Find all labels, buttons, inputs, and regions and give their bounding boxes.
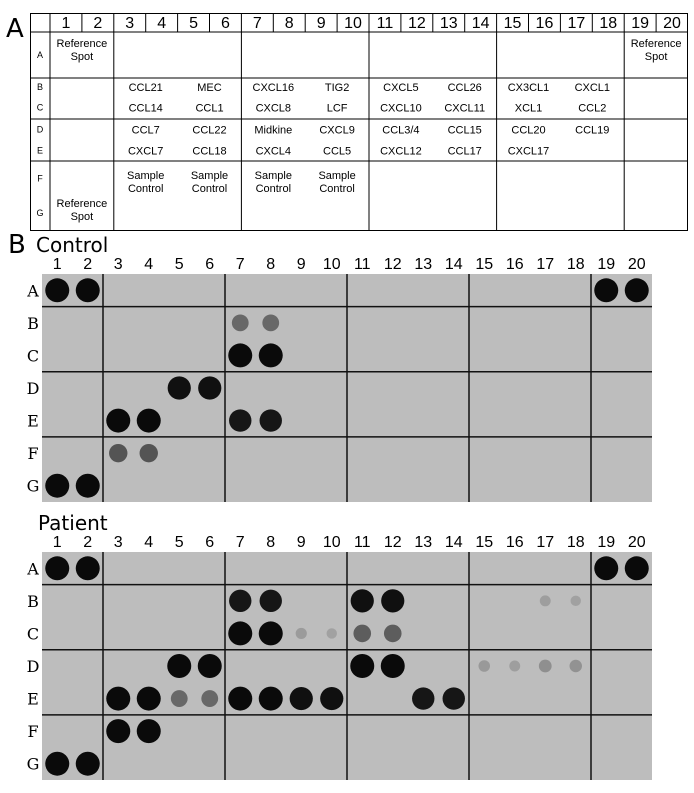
spot-A2 xyxy=(76,278,100,302)
spot-A1 xyxy=(45,278,69,302)
blot-row-letter: B xyxy=(27,313,39,333)
blot-row-letter: F xyxy=(27,722,39,742)
spot-C8 xyxy=(259,343,283,367)
panel-a-label: A xyxy=(6,14,24,44)
spot-A19 xyxy=(594,556,618,580)
blot-column-number: 18 xyxy=(566,534,585,551)
blot-row-letter: A xyxy=(27,559,39,579)
blot-column-number: 12 xyxy=(383,534,402,551)
spot-B7 xyxy=(232,314,249,331)
column-number: 5 xyxy=(189,15,199,32)
spot-E5 xyxy=(171,690,188,707)
blot-column-number: 16 xyxy=(505,534,524,551)
panel-b-label: B xyxy=(8,230,26,260)
blot-column-number: 4 xyxy=(144,534,154,551)
antibody-label: CCL19 xyxy=(575,124,610,137)
reference-spot-label: Reference xyxy=(630,38,682,50)
column-number: 20 xyxy=(663,15,681,32)
blot-column-number: 17 xyxy=(536,534,555,551)
spot-A20 xyxy=(625,556,649,580)
spot-G1 xyxy=(45,752,69,776)
table-border xyxy=(31,14,688,231)
spot-D6 xyxy=(198,376,221,399)
control-blot xyxy=(0,252,694,504)
blot-column-number: 20 xyxy=(627,256,646,273)
blot-column-number: 7 xyxy=(235,534,245,551)
blot-column-number: 15 xyxy=(475,256,494,273)
antibody-label: CXCL12 xyxy=(380,145,422,158)
spot-D6 xyxy=(198,654,222,678)
column-number: 3 xyxy=(125,15,135,32)
sample-control-label: Control xyxy=(127,183,164,195)
sample-control-label: Control xyxy=(319,183,355,195)
blot-column-number: 12 xyxy=(383,256,402,273)
column-number: 10 xyxy=(344,15,362,32)
antibody-label: CX3CL1 xyxy=(507,82,550,94)
blot-column-number: 3 xyxy=(113,534,123,551)
array-map-table xyxy=(30,13,688,231)
antibody-label: LCF xyxy=(326,102,348,115)
reference-spot-label: Reference xyxy=(56,38,108,50)
blot-column-number: 10 xyxy=(322,534,341,551)
blot-column-number: 8 xyxy=(266,534,276,551)
blot-column-number: 7 xyxy=(235,256,245,273)
spot-B8 xyxy=(260,590,282,612)
spot-E4 xyxy=(137,687,161,711)
sample-control-label: Sample xyxy=(318,170,356,182)
blot-column-number: 2 xyxy=(83,256,93,273)
spot-E7 xyxy=(228,687,252,711)
column-number: 8 xyxy=(284,15,294,32)
row-letter: B xyxy=(36,82,44,92)
blot-column-number: 11 xyxy=(353,256,371,273)
spot-C10 xyxy=(327,628,337,638)
blot-column-number: 14 xyxy=(444,256,463,273)
sample-control-label: Sample xyxy=(254,170,292,182)
antibody-label: CXCL8 xyxy=(255,102,292,115)
spot-B7 xyxy=(229,590,251,612)
column-number: 7 xyxy=(252,15,262,32)
blot-column-number: 15 xyxy=(475,534,494,551)
antibody-label: TIG2 xyxy=(324,82,350,94)
column-number: 4 xyxy=(157,15,167,32)
antibody-label: CXCL17 xyxy=(507,145,550,158)
blot-column-number: 8 xyxy=(266,256,276,273)
antibody-label: CCL18 xyxy=(192,145,227,158)
spot-E13 xyxy=(412,687,434,709)
antibody-label: CCL14 xyxy=(128,102,163,115)
spot-D5 xyxy=(167,654,191,678)
control-blot-title: Control xyxy=(36,233,109,257)
column-number: 6 xyxy=(220,15,230,32)
column-number: 9 xyxy=(316,15,326,32)
blot-row-letter: G xyxy=(26,476,40,496)
antibody-label: CXCL10 xyxy=(380,102,422,115)
antibody-label: CXCL16 xyxy=(252,82,295,94)
spot-F3 xyxy=(109,444,127,462)
blot-column-number: 6 xyxy=(205,256,215,273)
blot-column-number: 10 xyxy=(322,256,341,273)
spot-G1 xyxy=(45,474,69,498)
row-letter: E xyxy=(36,145,44,156)
reference-spot-label: Spot xyxy=(70,211,94,223)
antibody-label: CCL26 xyxy=(447,82,482,94)
sample-control-label: Control xyxy=(191,183,228,195)
spot-B8 xyxy=(262,314,279,331)
column-number: 18 xyxy=(599,15,618,32)
antibody-label: CCL7 xyxy=(131,124,160,137)
spot-C7 xyxy=(228,343,252,367)
antibody-label: CCL17 xyxy=(447,145,482,158)
spot-B17 xyxy=(540,595,551,606)
spot-E7 xyxy=(229,409,251,431)
antibody-label: XCL1 xyxy=(514,102,543,115)
blot-column-number: 2 xyxy=(83,534,93,551)
spot-D15 xyxy=(478,660,490,672)
blot-column-number: 19 xyxy=(597,534,616,551)
row-letter: G xyxy=(36,208,44,218)
blot-row-letter: D xyxy=(26,657,40,676)
antibody-label: CCL5 xyxy=(323,145,352,158)
blot-column-number: 4 xyxy=(144,256,154,273)
spot-F3 xyxy=(106,719,130,743)
spot-D17 xyxy=(539,660,552,673)
blot-column-number: 3 xyxy=(113,256,123,273)
spot-E10 xyxy=(320,687,343,710)
antibody-label: CCL3/4 xyxy=(382,124,420,137)
blot-row-letter: C xyxy=(26,624,40,644)
spot-D12 xyxy=(381,654,405,678)
antibody-label: CCL15 xyxy=(447,124,482,137)
row-letter: C xyxy=(36,102,44,113)
column-number: 17 xyxy=(567,15,586,32)
blot-column-number: 16 xyxy=(505,256,524,273)
column-number: 2 xyxy=(93,15,103,32)
column-number: 1 xyxy=(61,15,71,32)
antibody-label: CCL1 xyxy=(195,102,224,115)
blot-column-number: 6 xyxy=(205,534,215,551)
spot-B12 xyxy=(381,589,404,612)
spot-A19 xyxy=(594,278,618,302)
blot-row-letter: D xyxy=(26,379,40,398)
reference-spot-label: Spot xyxy=(70,51,94,63)
spot-E4 xyxy=(137,409,161,433)
blot-column-number: 11 xyxy=(353,534,371,551)
blot-column-number: 5 xyxy=(174,256,184,273)
column-number: 16 xyxy=(535,15,554,32)
spot-E3 xyxy=(106,687,130,711)
spot-D16 xyxy=(509,661,520,672)
blot-row-letter: B xyxy=(27,591,39,611)
patient-blot xyxy=(0,530,694,782)
blot-row-letter: C xyxy=(26,346,40,366)
spot-A20 xyxy=(625,278,649,302)
spot-B11 xyxy=(351,589,374,612)
row-letter: A xyxy=(36,50,44,60)
antibody-label: CXCL11 xyxy=(444,102,486,115)
antibody-label: Midkine xyxy=(254,124,293,137)
blot-column-number: 9 xyxy=(296,534,306,551)
sample-control-label: Sample xyxy=(127,170,165,182)
blot-row-letter: E xyxy=(27,689,39,709)
sample-control-label: Sample xyxy=(190,170,229,182)
blot-column-number: 13 xyxy=(414,256,433,273)
antibody-label: MEC xyxy=(197,82,222,94)
spot-G2 xyxy=(76,474,100,498)
patient-blot-title: Patient xyxy=(38,511,108,535)
antibody-label: CXCL5 xyxy=(383,82,419,94)
spot-E14 xyxy=(443,687,465,709)
blot-column-number: 17 xyxy=(536,256,555,273)
reference-spot-label: Spot xyxy=(644,51,668,63)
spot-D11 xyxy=(350,654,374,678)
row-letter: F xyxy=(37,173,43,184)
spot-F4 xyxy=(140,444,158,462)
spot-E9 xyxy=(290,687,313,710)
blot-column-number: 19 xyxy=(597,256,616,273)
column-number: 14 xyxy=(471,15,490,32)
blot-column-number: 14 xyxy=(444,534,463,551)
blot-column-number: 9 xyxy=(296,256,306,273)
spot-C11 xyxy=(353,625,371,643)
antibody-label: CCL21 xyxy=(128,82,163,94)
blot-column-number: 5 xyxy=(174,534,184,551)
blot-row-letter: F xyxy=(27,444,39,464)
antibody-label: CCL22 xyxy=(192,124,227,137)
spot-A1 xyxy=(45,556,69,580)
blot-column-number: 13 xyxy=(414,534,433,551)
row-letter: D xyxy=(36,124,44,135)
blot-column-number: 1 xyxy=(52,534,62,551)
spot-C8 xyxy=(259,621,283,645)
spot-A2 xyxy=(76,556,100,580)
spot-G2 xyxy=(76,752,100,776)
blot-column-number: 1 xyxy=(52,256,62,273)
antibody-label: CXCL1 xyxy=(574,82,611,94)
antibody-label: CXCL9 xyxy=(319,124,355,137)
blot-column-number: 20 xyxy=(627,534,646,551)
spot-E8 xyxy=(259,687,283,711)
spot-C9 xyxy=(296,628,307,639)
column-number: 15 xyxy=(503,15,522,32)
spot-F4 xyxy=(137,719,161,743)
spot-D18 xyxy=(570,660,582,672)
antibody-label: CCL20 xyxy=(511,124,546,137)
column-number: 13 xyxy=(439,15,458,32)
reference-spot-label: Reference xyxy=(56,198,108,210)
blot-row-letter: E xyxy=(27,411,39,431)
sample-control-label: Control xyxy=(255,183,292,195)
spot-E6 xyxy=(201,690,218,707)
spot-D5 xyxy=(168,376,191,399)
antibody-label: CXCL4 xyxy=(255,145,292,158)
blot-row-letter: A xyxy=(27,281,39,301)
spot-C12 xyxy=(384,625,402,643)
antibody-label: CCL2 xyxy=(578,102,607,115)
spot-E3 xyxy=(106,409,130,433)
blot-row-letter: G xyxy=(26,754,40,774)
antibody-label: CXCL7 xyxy=(127,145,164,158)
spot-C7 xyxy=(228,621,252,645)
column-number: 12 xyxy=(407,15,426,32)
spot-B18 xyxy=(571,596,581,606)
column-number: 19 xyxy=(631,15,650,32)
spot-E8 xyxy=(260,409,282,431)
blot-column-number: 18 xyxy=(566,256,585,273)
column-number: 11 xyxy=(376,15,394,32)
